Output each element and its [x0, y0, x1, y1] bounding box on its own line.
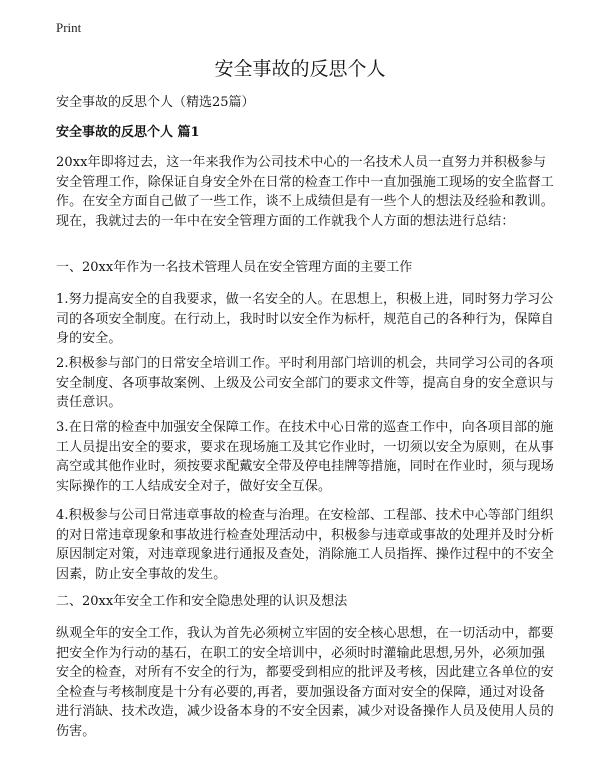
page-title: 安全事故的反思个人 [214, 58, 386, 80]
section-heading: 安全事故的反思个人 篇1 [56, 125, 200, 140]
document-subtitle: 安全事故的反思个人（精选25篇） [56, 95, 255, 110]
list-item-2: 2.积极参与部门的日常安全培训工作。平时利用部门培训的机会，共同学习公司的各项安全制度、各项事故案例、上级及公司安全部门的要求文件等，提高自身的安全意识与责任意识。 [56, 356, 554, 410]
intro-paragraph: 20xx年即将过去，这一年来我作为公司技术中心的一名技术人员一直努力并积极参与安全管理工作，除保证自身安全外在日常的检查工作中一直加强施工现场的安全监督工作。在安全方面自己做了一些工作，谈不上成绩但是有一些个人的想法及经验和教训。现在，我就过去的一年中在安全管理方面的工作就我个人方面的想法进行总结： [56, 155, 554, 229]
list-item-3: 3.在日常的检查中加强安全保障工作。在技术中心日常的巡查工作中，向各项目部的施工人员提出安全的要求，要求在现场施工及其它作业时，一切须以安全为原则，在从事高空或其他作业时，须按要求配戴安全带及停电挂牌等措施，同时在作业时，须与现场实际操作的工人结成安全对子，做好安全互保。 [56, 420, 554, 494]
final-paragraph: 纵观全年的安全工作，我认为首先必须树立牢固的安全核心思想，在一切活动中，都要把安全作为行动的基石，在职工的安全培训中，必须时时灌输此思想,另外，必须加强安全的检查，对所有不安全的行为，都要受到相应的批评及考核，因此建立各单位的安全检查与考核制度是十分有必要的,再者，要加强设备方面对安全的保障，通过对设备进行消缺、技术改造，减少设备本身的不安全因素，减少对设备操作人员及使用人员的伤害。 [56, 626, 554, 739]
subheading-2: 二、20xx年安全工作和安全隐患处理的认识及想法 [56, 594, 348, 609]
list-item-4: 4.积极参与公司日常违章事故的检查与治理。在安检部、工程部、技术中心等部门组织的对日常违章现象和事故进行检查处理活动中，积极参与违章或事故的处理并及时分析原因制定对策，对违章现象进行通报及查处，消除施工人员指挥、操作过程中的不安全因素，防止安全事故的发生。 [56, 508, 554, 582]
subheading-1: 一、20xx年作为一名技术管理人员在安全管理方面的主要工作 [56, 260, 413, 275]
list-item-1: 1.努力提高安全的自我要求，做一名安全的人。在思想上，积极上进，同时努力学习公司的各项安全制度。在行动上，我时时以安全作为标杆，规范自己的各种行为，保障自身的安全。 [56, 292, 554, 346]
print-link[interactable]: Print [56, 20, 82, 35]
